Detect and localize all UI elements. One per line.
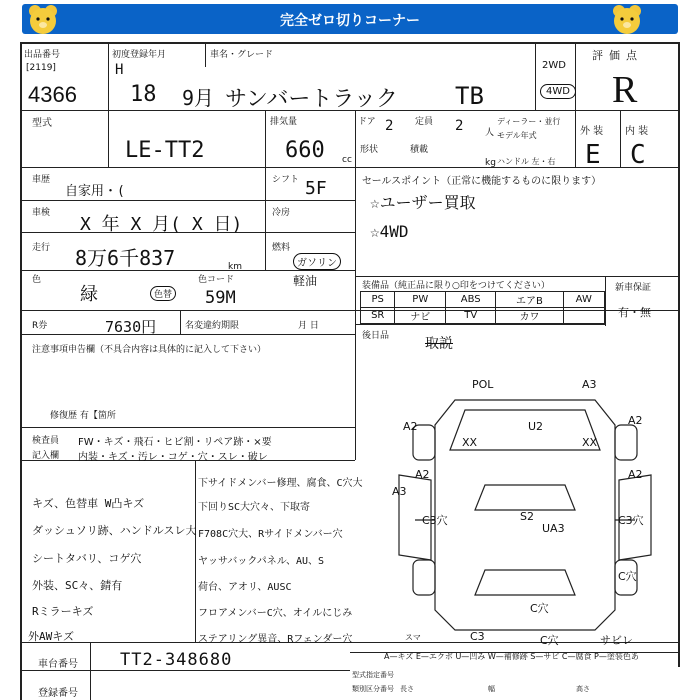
evaluation-score: R [612,69,638,111]
record-label: 記入欄 [32,451,60,461]
equip-abs: ABS [446,292,496,308]
repair-history-label: 修復歴 有【箇所 [50,411,116,421]
exterior-grade: E [585,140,601,170]
inspector-label: 検査員 [32,436,60,446]
evaluation-label: 評価点 [592,49,643,62]
mark-c-rear: C穴 [530,602,549,615]
drive-4wd: 4WD [540,84,576,99]
title-bar [22,4,678,34]
chassis-label: 車台番号 [38,659,78,670]
mark-ua3: UA3 [542,522,565,535]
reg-year: 18 [130,82,157,107]
mark-a2-left: A2 [403,420,418,433]
note-right-6: フロアメンバーC穴、オイルにじみ [198,608,353,619]
name-change-label: 名変違約期限 [185,321,240,331]
note-right-3: F708C穴大、Rサイドメンバー穴 [198,529,343,540]
mark-c3-right: C3穴 [618,514,644,527]
displacement-unit: cc [342,155,352,165]
shift-label: シフト [272,175,300,185]
lot-sub-number: [2119] [26,63,56,73]
equip-pw: PW [395,292,446,308]
equip-ps: PS [361,292,395,308]
usage-value: 自家用・( [65,184,125,199]
sales-point-1: ☆ユーザー買取 [370,193,476,212]
bear-mascot-icon-right [610,2,644,36]
inspection-value: X 年 X 月( X 日) [80,214,243,235]
door-label: ドア [358,117,376,127]
category-label: 類別区分番号 [352,685,394,693]
equip-aw: AW [563,292,604,308]
color-label: 色 [32,275,42,285]
mark-c-bottom: C穴 [540,634,559,647]
damage-legend: A—キズ E—エクボ U—凹み W—補修跡 S—サビ C—腐食 P—塗装色あ [384,652,639,661]
note-right-2: 下回りSC大穴々、下取寄 [198,502,311,513]
mark-xx-left: XX [462,436,478,449]
sales-point-2: ☆4WD [370,222,409,241]
ac-label: 冷房 [272,208,291,218]
mark-rust: サビレ [600,634,633,647]
car-name: サンバートラック [225,87,398,112]
fuel-alt: 軽油 [293,274,318,288]
length-label: 長さ [400,685,414,693]
model-year-label: モデル年式 [497,131,537,140]
usage-label: 車歴 [32,175,51,185]
equipment-label: 装備品（純正品に限り○印をつけてください） [362,281,550,291]
mileage-label: 走行 [32,243,51,253]
model-code-label: 型式 [32,118,52,129]
bear-mascot-icon [26,2,60,36]
note-right-4: ヤッサバックパネル、AU、S [198,556,325,567]
note-left-5: Rミラーキズ [32,605,94,618]
capacity-label: 定員 [415,117,434,127]
shift-value: 5F [305,178,327,199]
dealer-label: ディーラー・並行 [497,117,561,126]
shape-label: 形状 [360,145,379,155]
color-code-label: 色コード [198,275,235,285]
mark-a3-top: A3 [582,378,597,391]
drive-2wd: 2WD [542,60,566,71]
inspection-label: 車検 [32,208,51,218]
mileage-value: 8万6千837 [75,246,176,270]
capacity: 2 [455,118,464,134]
note-left-1: キズ、色替車 W凸キズ [32,497,145,510]
mark-c-right: C穴 [618,570,637,583]
equip-airbag: エアB [496,292,563,308]
interior-grade: C [630,140,646,170]
handle-label: ハンドル 左・右 [497,157,556,166]
new-car-warranty-value: 有・無 [618,306,651,319]
note-left-4: 外装、SC々、錆有 [32,579,123,592]
sales-point-label: セールスポイント（正常に機能するものに限ります） [362,176,602,187]
load-label: 積載 [410,145,429,155]
first-registration-label: 初度登録年月 [112,50,167,60]
check-row-interior: 内装・キズ・汚レ・コゲ・穴・スレ・破レ [78,452,268,463]
mileage-unit: km [228,262,242,272]
fuel-label: 燃料 [272,243,291,253]
new-car-warranty-label: 新車保証 [615,283,652,293]
name-change-date: 月 日 [298,321,319,331]
note-right-7: ステアリング異音、Rフェンダー穴 [198,634,353,645]
check-row-exterior: FW・キズ・飛石・ヒビ割・リペア跡・×要 [78,437,272,448]
mark-c3-bottom: C3 [470,630,485,643]
note-left-2: ダッシュソリ跡、ハンドルスレ大 [32,524,197,537]
displacement: 660 [285,138,325,163]
equip-sr: SR [361,308,395,324]
mark-a2-left-2: A2 [415,468,430,481]
lot-number: 4366 [28,82,77,107]
equip-tv: TV [446,308,496,324]
mark-u2: U2 [528,420,544,433]
color-change-mark: 色替 [150,286,176,301]
page-title: 完全ゼロ切りコーナー [280,13,420,29]
note-right-1: 下サイドメンバー修理、腐食、C穴大 [198,478,363,489]
exterior-label: 外 装 [580,126,604,137]
height-label: 高さ [576,685,590,693]
reg-month: 9月 [182,86,215,110]
chassis-number: TT2-348680 [120,650,233,670]
mark-s2: S2 [520,510,534,523]
notes-label: 注意事項申告欄（不具合内容は具体的に記入して下さい） [32,345,267,355]
note-left-6: 外AWキズ [28,630,75,643]
mark-c3-left: C3穴 [422,514,448,527]
mark-a3-left: A3 [392,485,407,498]
color-code: 59M [205,288,236,308]
recycle-ticket-label: R券 [32,321,48,331]
rear-items-value: 取説 [425,336,453,352]
car-name-label: 車名・グレード [210,50,274,60]
fuel-value: ガソリン [293,253,341,270]
load-unit: kg [485,158,496,168]
mark-a2-right-2: A2 [628,468,643,481]
mark-xx-right: XX [582,436,598,449]
equip-blank [563,308,604,324]
interior-label: 内 装 [625,126,649,137]
equip-leather: カワ [496,308,563,324]
type-designation-label: 型式指定番号 [352,671,394,679]
displacement-label: 排気量 [270,117,298,127]
door-count: 2 [385,118,394,134]
capacity-unit: 人 [485,128,495,138]
recycle-ticket-value: 7630円 [105,318,157,336]
width-label: 幅 [488,685,495,693]
era: H [115,62,124,78]
model-code: LE-TT2 [125,138,205,163]
registration-number-label: 登録番号 [38,688,78,699]
note-right-5: 荷台、アオリ、AUSC [198,582,292,593]
mark-a2-right: A2 [628,414,643,427]
equipment-table [360,291,605,324]
equip-navi: ナビ [395,308,446,324]
color-value: 緑 [80,284,98,305]
mark-pol: POL [472,378,494,391]
rear-items-label: 後日品 [362,331,390,341]
grade: TB [455,82,484,110]
lot-number-label: 出品番号 [24,50,61,60]
mark-small: スマ [405,633,421,642]
note-left-3: シートタバリ、コゲ穴 [32,552,142,565]
